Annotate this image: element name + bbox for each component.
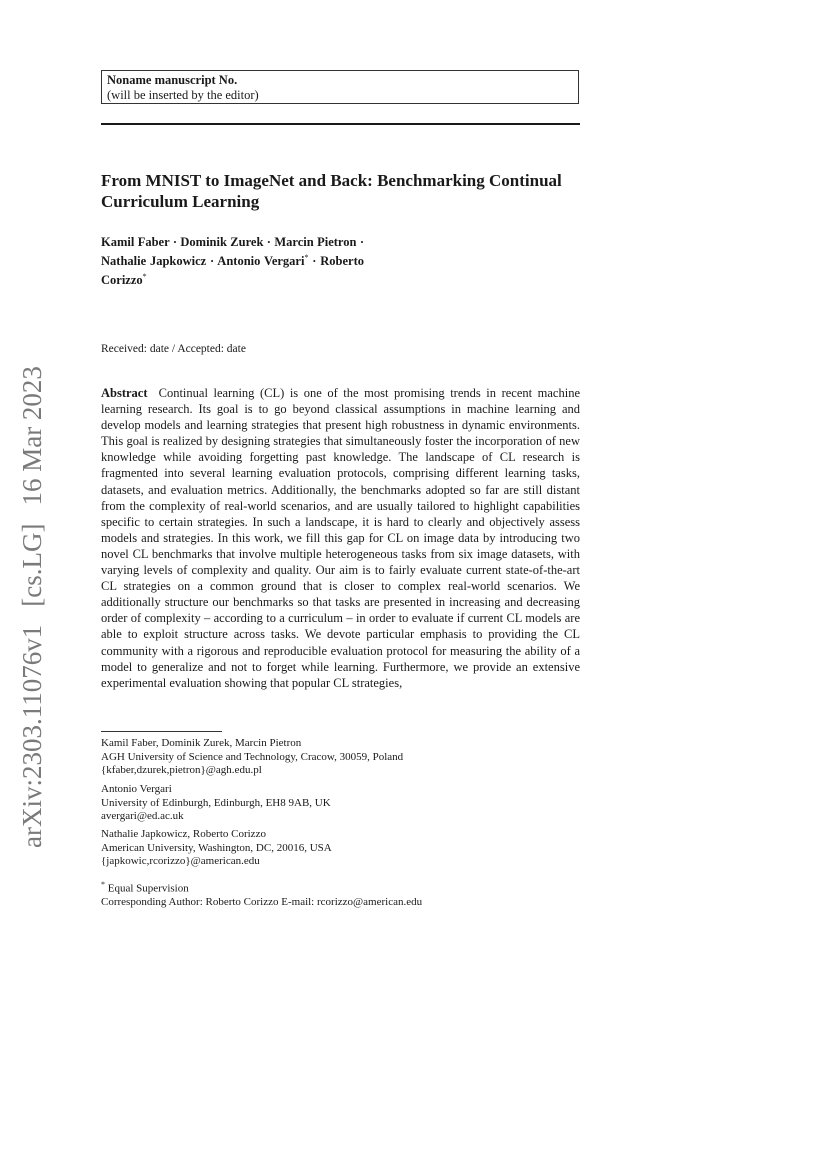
affiliation-edinburgh — [101, 783, 331, 824]
affiliation-email: {kfaber,dzurek,pietron}@agh.edu.pl — [101, 764, 262, 777]
received-date: Received: date / Accepted: date — [101, 343, 246, 355]
author-names: Kamil Faber · Dominik Zurek · Marcin Pietron · Nathalie Japkowicz · Antonio Vergari — [101, 235, 364, 269]
affiliation-american — [101, 828, 332, 869]
footnote-rule — [101, 731, 222, 732]
author-last: · Roberto Corizzo — [101, 254, 364, 288]
affiliation-names: Nathalie Japkowicz, Roberto Corizzo — [101, 828, 266, 840]
affiliation-names: Kamil Faber, Dominik Zurek, Marcin Pietron — [101, 737, 302, 749]
paper-title: From MNIST to ImageNet and Back: Benchmarking Continual Curriculum Learning — [101, 171, 562, 211]
affiliation-institution: University of Edinburgh, Edinburgh, EH8 9AB, UK — [101, 796, 331, 809]
editor-note: (will be inserted by the editor) — [107, 88, 259, 102]
abstract-label: Abstract — [101, 386, 148, 400]
manuscript-number: Noname manuscript No. — [107, 73, 238, 87]
manuscript-header-box — [101, 70, 579, 104]
corresponding-author-note: Corresponding Author: Roberto Corizzo E-mail: rcorizzo@american.edu — [101, 896, 423, 909]
affiliation-institution: AGH University of Science and Technology, Cracow, 30059, Poland — [101, 750, 404, 763]
supervision-mark: * — [142, 272, 147, 282]
affiliation-agh — [101, 737, 403, 778]
header-rule — [101, 123, 580, 125]
affiliation-email: avergari@ed.ac.uk — [101, 810, 184, 823]
affiliation-names: Antonio Vergari — [101, 783, 172, 795]
arxiv-date: 16 Mar 2023 — [17, 366, 47, 506]
abstract-text: Continual learning (CL) is one of the most promising trends in recent machine learning research. Its goal is to go beyond classical assumptions in machine learning and develop models and learning strategies that present high robustness in dynamic environments. This goal is realized by designing strategies that simultaneously foster the incorporation of new knowledge while avoiding forgetting past knowledge. The landscape of CL research is fragmented into several learning evaluation protocols, comprising different learning tasks, datasets, and evaluation metrics. Additionally, the benchmarks adopted so far are still distant from the complexity of real-world scenarios, and are usually tailored to highlight capabilities specific to certain strategies. In such a landscape, it is hard to clearly and objectively assess models and strategies. In this work, we fill this gap for CL on image data by introducing two novel CL benchmarks that involve multiple heterogeneous tasks from six image datasets, with varying levels of complexity and quality. Our aim is to fairly evaluate current state-of-the-art CL strategies on a common ground that is closer to complex real-world scenarios. We additionally structure our benchmarks so that tasks are presented in increasing and decreasing order of complexity – according to a curriculum – in order to evaluate if current CL models are able to exploit structure across tasks. We devote particular emphasis to providing the CL community with a rigorous and reproducible evaluation protocol for measuring the ability of a model to generalize and not to forget while learning. Furthermore, we provide an extensive experimental evaluation showing that popular CL strategies, — [101, 386, 581, 690]
arxiv-category: [cs.LG] — [17, 523, 47, 607]
affiliation-institution: American University, Washington, DC, 20016, USA — [101, 841, 332, 854]
equal-supervision-note: * Equal Supervision — [101, 880, 189, 895]
footnotes — [101, 878, 422, 910]
abstract — [101, 385, 580, 691]
supervision-mark: * — [304, 253, 309, 262]
arxiv-stamp — [17, 348, 47, 848]
affiliation-email: {japkowic,rcorizzo}@american.edu — [101, 855, 260, 868]
arxiv-id: arXiv:2303.11076v1 — [17, 624, 47, 848]
supervision-mark: * — [101, 880, 105, 889]
author-list — [101, 234, 364, 288]
